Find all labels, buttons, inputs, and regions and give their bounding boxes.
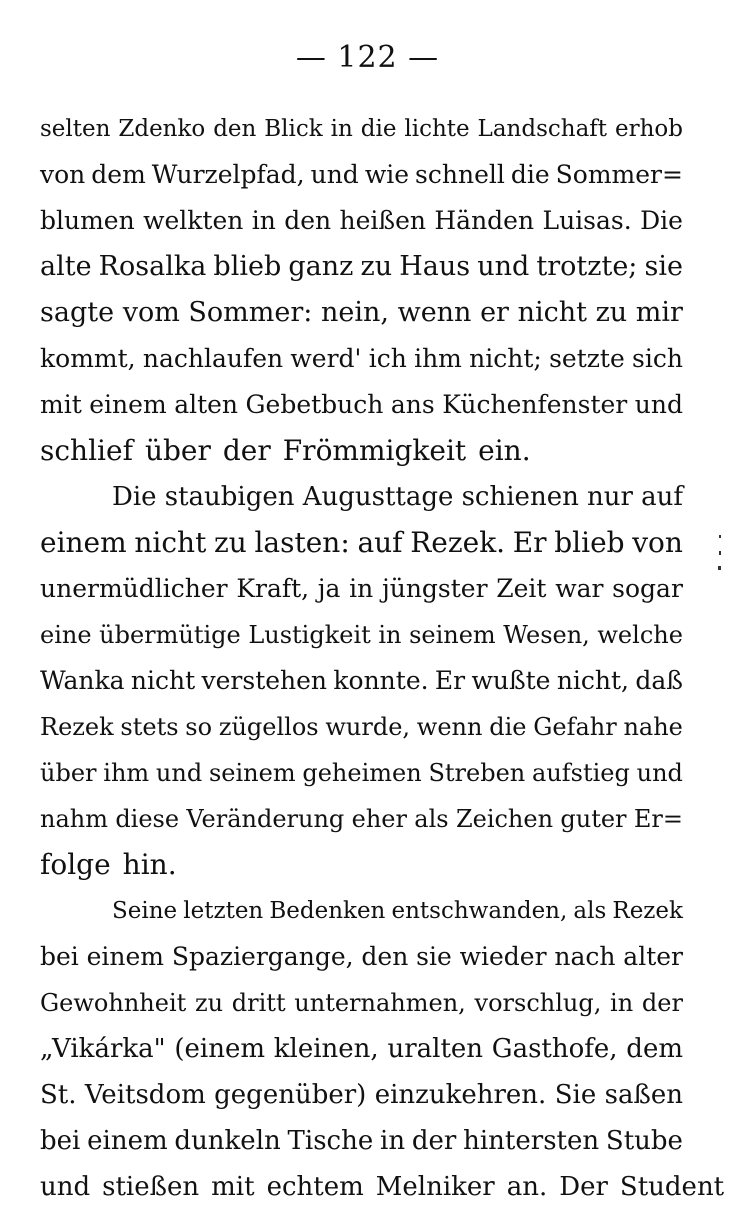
word: bei — [40, 942, 79, 971]
word: wußte — [471, 666, 551, 695]
margin-mark — [718, 566, 721, 570]
word: unermüdlicher — [40, 574, 228, 603]
word: Melniker — [375, 1172, 495, 1202]
word: in — [349, 574, 374, 603]
word: schnell — [415, 160, 505, 189]
word: nicht; — [469, 344, 542, 373]
word: staubigen — [164, 482, 295, 512]
word: echtem — [266, 1172, 364, 1202]
word: mir — [635, 297, 683, 328]
word: Küchenfenster — [442, 390, 628, 419]
word: dunkeln — [174, 1126, 281, 1156]
word: Wesen, — [503, 621, 590, 649]
text-line — [40, 428, 683, 474]
word: ganz — [288, 251, 354, 282]
word: einem — [87, 1126, 168, 1156]
word: Zeichen — [455, 805, 554, 833]
word: Tische — [287, 1126, 374, 1156]
word: hintersten — [463, 1126, 600, 1156]
text-line — [40, 198, 683, 244]
word: setzte — [549, 344, 625, 373]
word: ihm — [103, 759, 150, 787]
word: wurde, — [325, 713, 411, 741]
word: Landschaft — [477, 116, 608, 142]
word: eher — [351, 805, 407, 833]
word: in — [380, 1126, 406, 1156]
word: so — [185, 713, 213, 741]
word: letzten — [183, 898, 264, 924]
word: er — [480, 297, 509, 328]
word: wie — [364, 160, 410, 189]
word: den — [361, 942, 409, 971]
word: Sommer: — [188, 297, 313, 328]
word: die — [489, 713, 527, 741]
word: erhob — [614, 116, 683, 142]
word: „Vikárka" — [40, 1034, 166, 1064]
word: den — [284, 206, 332, 235]
word: alte — [40, 251, 92, 282]
word: Er= — [633, 805, 683, 833]
word: in — [251, 206, 276, 235]
word: saßen — [604, 1080, 683, 1110]
margin-mark — [719, 535, 721, 538]
word: uralten — [387, 1034, 484, 1064]
word: einem — [89, 390, 167, 419]
word: seinem — [208, 759, 296, 787]
word: Veränderung — [186, 805, 345, 833]
word: dritt — [231, 989, 286, 1017]
text-line — [40, 1072, 683, 1118]
word: sogar — [612, 574, 683, 603]
word: Zdenko — [118, 116, 206, 142]
word: Student — [619, 1172, 725, 1202]
word: an. — [506, 1172, 548, 1202]
word: Gasthofe, — [491, 1034, 618, 1064]
word: als — [414, 805, 449, 833]
word: heißen — [339, 206, 426, 235]
text-line — [40, 106, 683, 152]
word: bei — [40, 1126, 81, 1156]
word: Frömmigkeit — [282, 434, 467, 467]
word: und — [634, 390, 683, 419]
word: ans — [390, 390, 435, 419]
word: wenn — [416, 713, 483, 741]
word: Der — [559, 1172, 608, 1202]
word: Blick — [264, 116, 323, 142]
word: vom — [122, 297, 180, 328]
word: wenn — [397, 297, 472, 328]
word: konnte. — [333, 666, 429, 695]
word: Die — [640, 206, 683, 235]
word: in — [330, 116, 353, 142]
word: unternahmen, — [294, 989, 466, 1017]
word: Spaziergange, — [171, 942, 354, 971]
word: nicht — [134, 526, 207, 559]
word: stets — [120, 713, 179, 741]
word: Veitsdom — [84, 1080, 206, 1110]
word: seinem — [409, 621, 496, 649]
word: der — [222, 434, 271, 467]
word: nachlaufen — [142, 344, 284, 373]
word: alten — [174, 390, 239, 419]
word: nahe — [623, 713, 683, 741]
word: alter — [623, 942, 683, 971]
word: ihm — [414, 344, 462, 373]
word: sich — [632, 344, 683, 373]
word: in — [378, 621, 402, 649]
word: mit — [211, 1172, 255, 1202]
word: Stube — [605, 1126, 683, 1156]
word: diese — [115, 805, 180, 833]
text-line — [40, 1164, 725, 1210]
word: und — [310, 160, 359, 189]
text-line — [40, 934, 683, 980]
word: (einem — [174, 1034, 265, 1064]
word: Wurzelpfad, — [151, 160, 305, 189]
word: zügellos — [218, 713, 319, 741]
word: Streben — [428, 759, 526, 787]
word: Haus — [399, 251, 471, 282]
word: sie — [416, 942, 452, 971]
text-line — [40, 796, 683, 842]
word: eine — [40, 621, 92, 649]
word: guter — [560, 805, 627, 833]
word: zu — [214, 526, 247, 559]
word: Er — [512, 526, 547, 559]
word: war — [555, 574, 604, 603]
word: und — [477, 251, 530, 282]
word: auf — [641, 482, 683, 512]
word: einzukehren. — [374, 1080, 547, 1110]
word: nicht — [517, 297, 587, 328]
word: selten — [40, 116, 111, 142]
text-line — [40, 750, 683, 796]
word: nur — [587, 482, 633, 512]
word: lasten: — [254, 526, 350, 559]
page-number: — 122 — — [295, 40, 440, 75]
word: nahm — [40, 805, 108, 833]
text-line — [40, 980, 683, 1026]
word: blieb — [213, 251, 282, 282]
word: als — [573, 898, 607, 924]
word: welkten — [143, 206, 244, 235]
word: Lustigkeit — [248, 621, 371, 649]
word: verstehen — [201, 666, 328, 695]
word: ja — [317, 574, 341, 603]
word: von — [40, 160, 86, 189]
word: die — [510, 160, 550, 189]
text-line — [40, 382, 683, 428]
word: Zeit — [496, 574, 547, 603]
word: gegenüber) — [214, 1080, 367, 1110]
word: St. — [40, 1080, 77, 1110]
text-line — [40, 290, 683, 336]
margin-mark — [719, 551, 721, 555]
word: über — [40, 759, 97, 787]
text-line — [40, 658, 683, 704]
word: dem — [91, 160, 146, 189]
word: hin. — [122, 848, 177, 881]
word: Wanka — [40, 666, 125, 695]
word: stießen — [102, 1172, 200, 1202]
word: nicht — [130, 666, 196, 695]
text-line — [40, 842, 683, 888]
word: und — [636, 759, 683, 787]
word: Luisas. — [542, 206, 632, 235]
word: Augusttage — [302, 482, 454, 512]
word: wieder — [459, 942, 547, 971]
text-line — [40, 520, 683, 566]
word: welche — [597, 621, 683, 649]
word: lichte — [404, 116, 470, 142]
word: vorschlug, — [474, 989, 602, 1017]
word: Sie — [554, 1080, 597, 1110]
word: kommt, — [40, 344, 136, 373]
word: Rosalka — [98, 251, 207, 282]
word: zu — [595, 297, 628, 328]
word: schlief — [40, 434, 133, 467]
word: von — [632, 526, 683, 559]
word: sie — [644, 251, 683, 282]
word: auf — [357, 526, 403, 559]
word: einem — [86, 942, 165, 971]
word: Rezek — [612, 898, 683, 924]
text-line — [40, 1026, 683, 1072]
word: der — [411, 1126, 457, 1156]
word: nicht, — [556, 666, 630, 695]
word: blumen — [40, 206, 135, 235]
word: Gebetbuch — [245, 390, 384, 419]
word: übermütige — [99, 621, 241, 649]
word: Sommer= — [555, 160, 683, 189]
word: den — [213, 116, 257, 142]
text-line — [40, 474, 683, 520]
word: Bedenken — [269, 898, 386, 924]
word: mit — [40, 390, 82, 419]
word: die — [360, 116, 397, 142]
word: kleinen, — [273, 1034, 379, 1064]
text-line — [40, 704, 683, 750]
text-line — [40, 336, 683, 382]
text-line — [40, 612, 683, 658]
word: geheimen — [302, 759, 422, 787]
text-line — [40, 888, 683, 934]
word: dem — [626, 1034, 683, 1064]
word: Gewohnheit — [40, 989, 187, 1017]
word: und — [155, 759, 203, 787]
word: Rezek. — [410, 526, 506, 559]
text-line — [40, 244, 683, 290]
word: trotzte; — [536, 251, 638, 282]
word: daß — [635, 666, 683, 695]
word: werd' — [290, 344, 362, 373]
word: ein. — [478, 434, 531, 467]
text-line — [40, 566, 683, 612]
word: jüngster — [381, 574, 488, 603]
word: nach — [554, 942, 616, 971]
word: folge — [40, 848, 111, 881]
text-line — [40, 152, 683, 198]
word: in — [610, 989, 634, 1017]
word: einem — [40, 526, 127, 559]
word: ich — [368, 344, 407, 373]
word: sagte — [40, 297, 115, 328]
word: Kraft, — [236, 574, 310, 603]
text-line — [40, 1118, 683, 1164]
word: zu — [194, 989, 224, 1017]
body-text — [40, 106, 725, 1210]
word: blieb — [554, 526, 625, 559]
word: Rezek — [40, 713, 114, 741]
word: und — [40, 1172, 91, 1202]
word: nein, — [320, 297, 389, 328]
word: aufstieg — [532, 759, 630, 787]
word: der — [641, 989, 683, 1017]
word: Die — [112, 482, 157, 512]
word: Gefahr — [533, 713, 617, 741]
word: Händen — [434, 206, 535, 235]
word: Seine — [112, 898, 178, 924]
word: schienen — [461, 482, 579, 512]
word: Er — [434, 666, 466, 695]
word: über — [144, 434, 211, 467]
word: zu — [360, 251, 393, 282]
word: entschwanden, — [391, 898, 568, 924]
